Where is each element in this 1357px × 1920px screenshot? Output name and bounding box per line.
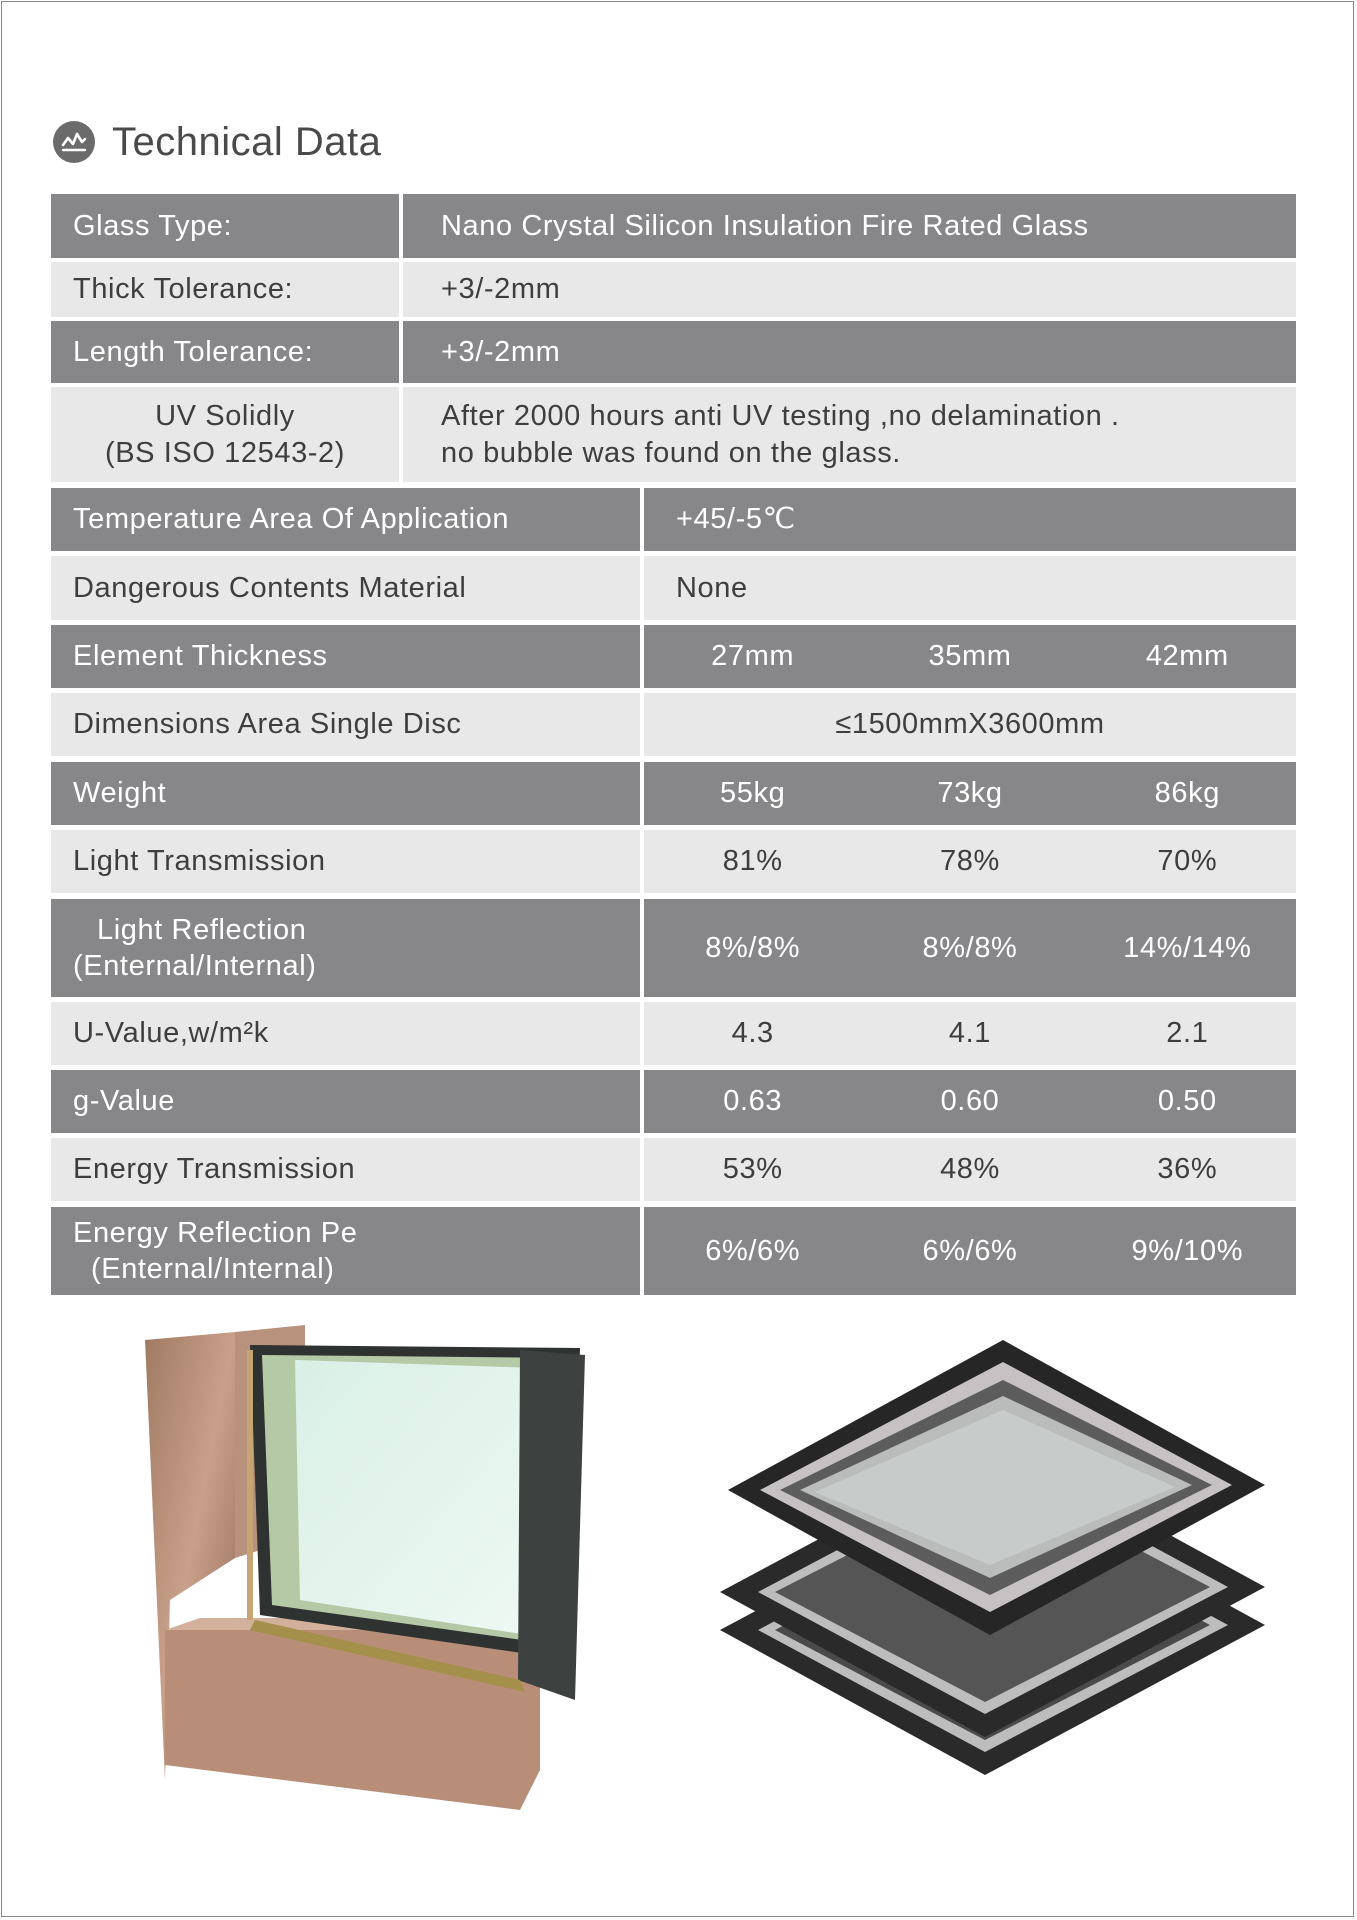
spec-label: Length Tolerance:: [51, 321, 399, 383]
spec-value: 8%/8%: [861, 899, 1078, 997]
page-title: Technical Data: [112, 119, 382, 164]
spec-row-energy-transmission: [51, 1138, 1296, 1201]
spec-label: Light Transmission: [51, 830, 640, 893]
spec-value: 35mm: [861, 625, 1078, 688]
spec-value: 6%/6%: [861, 1207, 1078, 1295]
spec-label: g-Value: [51, 1070, 640, 1133]
spec-label: Temperature Area Of Application: [51, 488, 640, 551]
spec-value: 27mm: [644, 625, 861, 688]
spec-value: 53%: [644, 1138, 861, 1201]
spec-label: Element Thickness: [51, 625, 640, 688]
spec-value: 48%: [861, 1138, 1078, 1201]
spec-value: ≤1500mmX3600mm: [644, 693, 1296, 756]
stacked-glass-photo: [720, 1340, 1265, 1775]
spec-label: Glass Type:: [51, 194, 399, 258]
spec-value: 9%/10%: [1079, 1207, 1296, 1295]
spec-row-thick-tolerance: [51, 262, 1296, 317]
spec-value: None: [644, 556, 1296, 620]
spec-label-line: Energy Reflection Pe: [73, 1216, 358, 1249]
spec-value: 0.63: [644, 1070, 861, 1133]
spec-value: 6%/6%: [644, 1207, 861, 1295]
spec-value: +45/-5℃: [644, 488, 1296, 551]
spec-label: [51, 1207, 640, 1295]
spec-row-energy-reflection: [51, 1207, 1296, 1295]
spec-row-weight: [51, 762, 1296, 825]
spec-value: 70%: [1079, 830, 1296, 893]
section-heading: [52, 116, 381, 168]
spec-label: Thick Tolerance:: [51, 262, 399, 317]
spec-value: 0.60: [861, 1070, 1078, 1133]
spec-value: 78%: [861, 830, 1078, 893]
spec-value: 73kg: [861, 762, 1078, 825]
spec-label: [51, 387, 399, 482]
spec-row-uv-solidly: [51, 387, 1296, 482]
spec-row-temperature: [51, 488, 1296, 551]
spec-row-light-reflection: [51, 899, 1296, 997]
spec-row-dangerous-contents: [51, 556, 1296, 620]
spec-label-line: (Enternal/Internal): [73, 950, 317, 982]
spec-row-light-transmission: [51, 830, 1296, 893]
spec-value: 14%/14%: [1079, 899, 1296, 997]
spec-value: 0.50: [1079, 1070, 1296, 1133]
spec-label: [51, 899, 640, 997]
framed-glass-photo: [145, 1325, 585, 1810]
spec-label-line: (Enternal/Internal): [91, 1253, 335, 1285]
spec-label: Dangerous Contents Material: [51, 556, 640, 620]
spec-row-element-thickness: [51, 625, 1296, 688]
spec-value: 8%/8%: [644, 899, 861, 997]
spec-value-line: After 2000 hours anti UV testing ,no delamination .: [441, 400, 1120, 433]
spec-value: Nano Crystal Silicon Insulation Fire Rated Glass: [403, 194, 1296, 258]
spec-value: 81%: [644, 830, 861, 893]
spec-label-line: Light Reflection: [97, 913, 307, 946]
spec-value: +3/-2mm: [403, 262, 1296, 317]
spec-value: 36%: [1079, 1138, 1296, 1201]
spec-value: +3/-2mm: [403, 321, 1296, 383]
spec-value: [403, 387, 1296, 482]
spec-row-g-value: [51, 1070, 1296, 1133]
spec-value: 86kg: [1079, 762, 1296, 825]
spec-label: Energy Transmission: [51, 1138, 640, 1201]
spec-value: 4.3: [644, 1002, 861, 1065]
spec-row-length-tolerance: [51, 321, 1296, 383]
spec-label: Dimensions Area Single Disc: [51, 693, 640, 756]
spec-row-glass-type: [51, 194, 1296, 258]
spec-value: 2.1: [1079, 1002, 1296, 1065]
spec-value: 42mm: [1079, 625, 1296, 688]
spec-row-u-value: [51, 1002, 1296, 1065]
product-photos: [0, 1300, 1357, 1860]
spec-row-dimensions: [51, 693, 1296, 756]
spec-label: U-Value,w/m²k: [51, 1002, 640, 1065]
spec-value: 55kg: [644, 762, 861, 825]
spec-label: Weight: [51, 762, 640, 825]
spec-label-line: UV Solidly: [155, 400, 295, 433]
technical-data-icon: [52, 120, 96, 164]
spec-label-line: (BS ISO 12543-2): [104, 436, 346, 469]
spec-value: 4.1: [861, 1002, 1078, 1065]
spec-value-line: no bubble was found on the glass.: [441, 436, 901, 469]
